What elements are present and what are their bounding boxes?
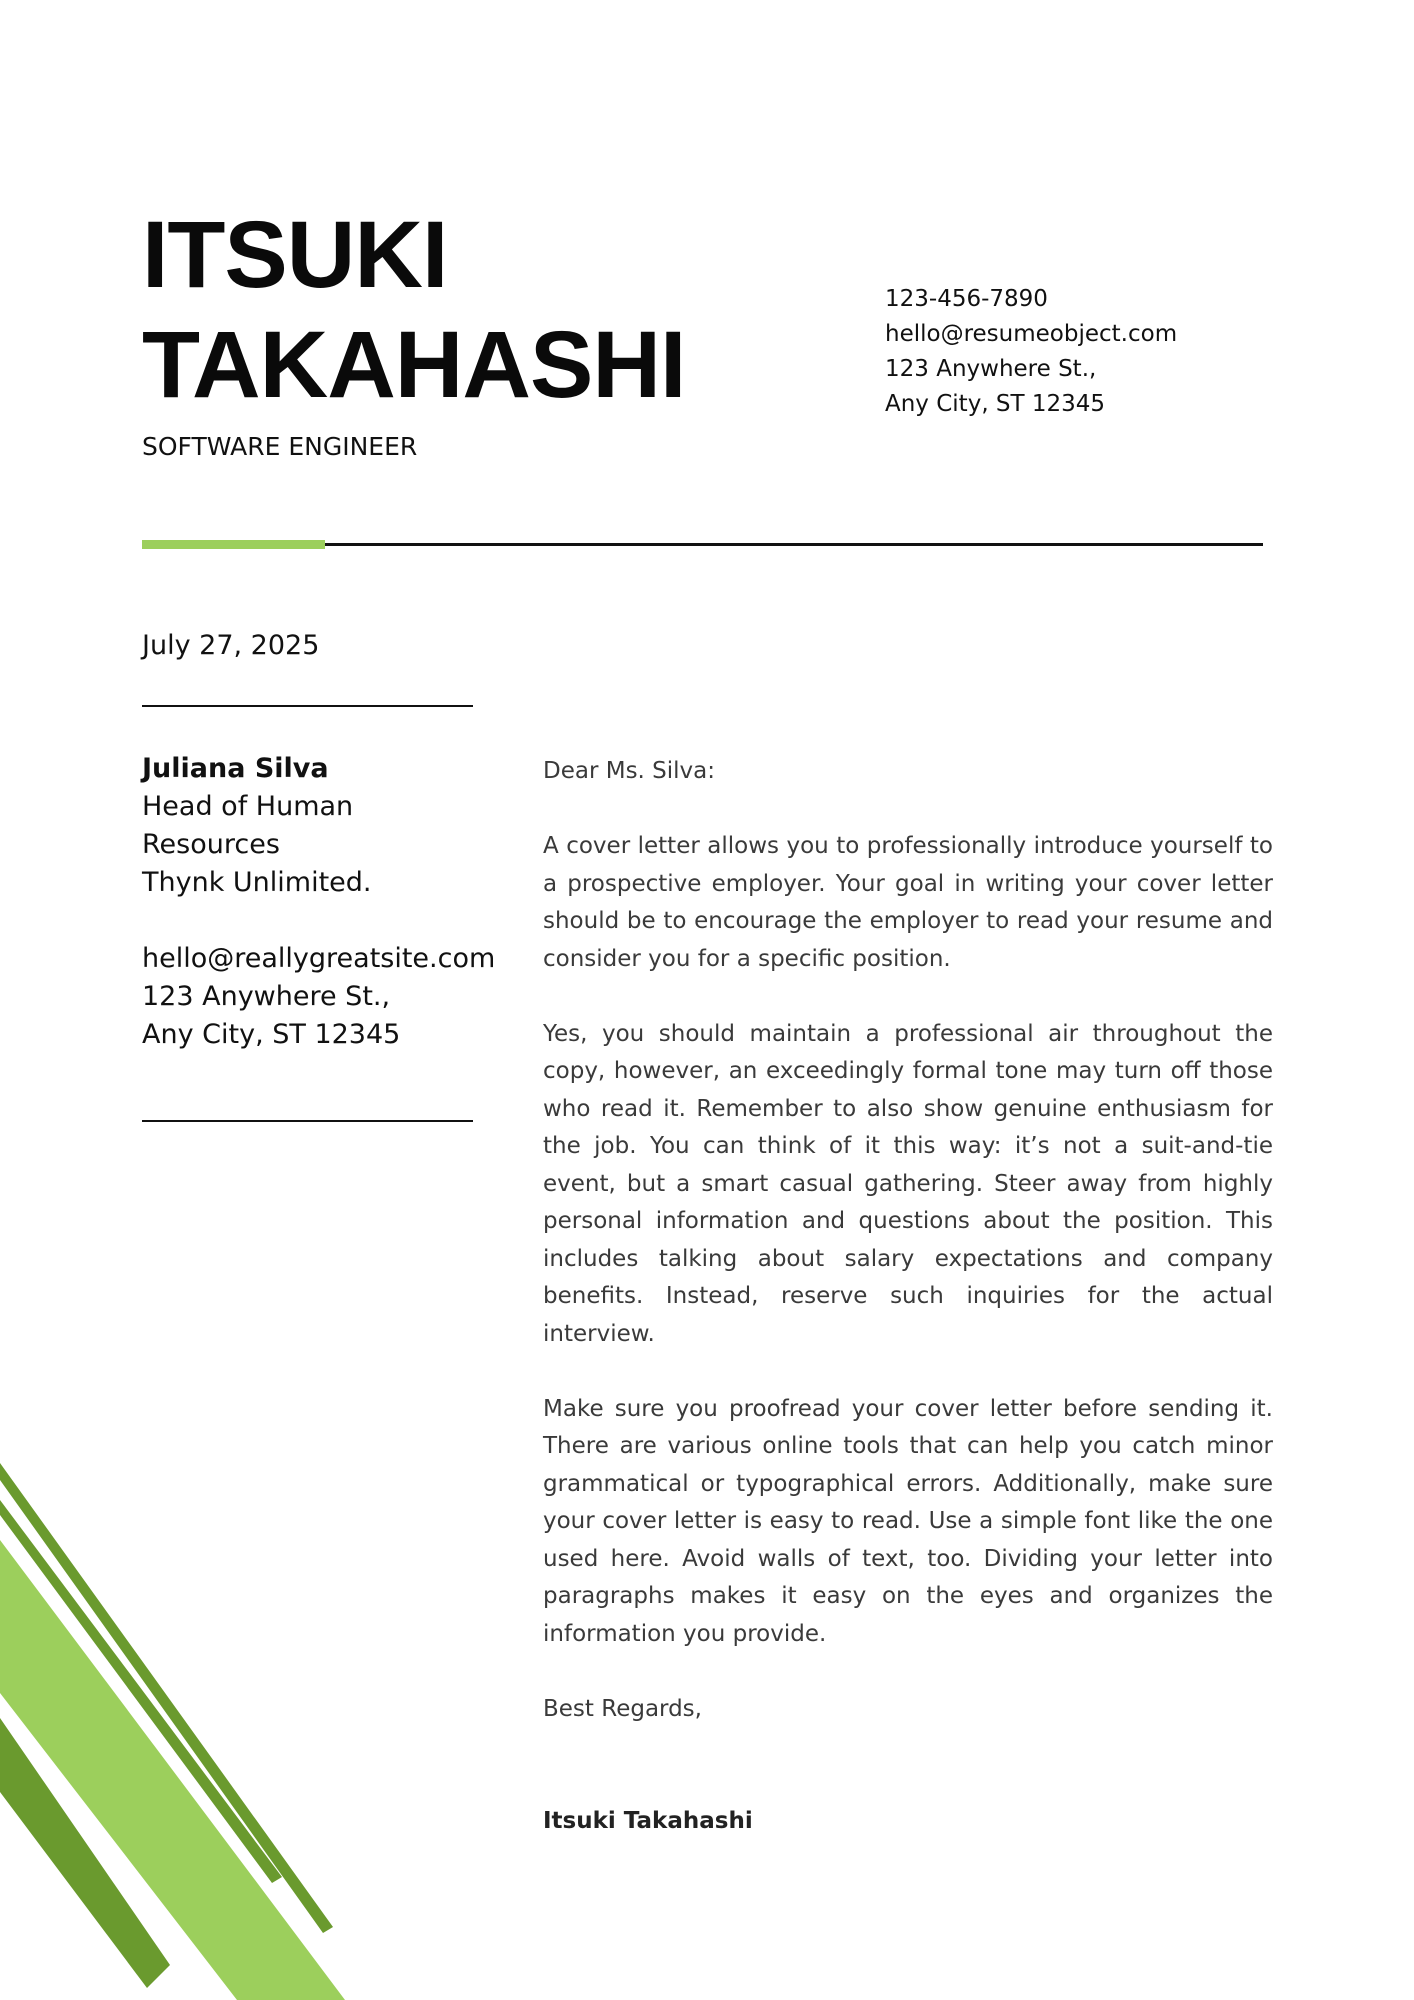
decorative-stripes (0, 1400, 400, 2000)
applicant-last-name: TAKAHASHI (142, 312, 686, 418)
recipient-spacer (142, 902, 482, 940)
recipient-title-line2: Resources (142, 829, 280, 860)
letter-salutation: Dear Ms. Silva: (543, 758, 716, 784)
letter-body (543, 753, 1273, 1841)
recipient-block (142, 750, 496, 1054)
contact-block (885, 282, 1177, 422)
recipient-address-line2: Any City, ST 12345 (142, 1019, 401, 1050)
letter-paragraph: A cover letter allows you to professionally introduce yourself to a prospective employer. Your goal in writing your cover letter should be to encourage the employer to read your resume and consider you for a specific position. (543, 833, 1273, 972)
recipient-email: hello@reallygreatsite.com (142, 943, 496, 974)
letter-closing: Best Regards, (543, 1695, 702, 1722)
contact-phone: 123-456-7890 (885, 286, 1048, 312)
header-divider-rule (325, 543, 1263, 546)
contact-address-line2: Any City, ST 12345 (885, 391, 1106, 417)
recipient-bottom-divider (142, 1120, 473, 1122)
contact-email: hello@resumeobject.com (885, 321, 1178, 347)
recipient-address-line1: 123 Anywhere St., (142, 981, 391, 1012)
letter-signature: Itsuki Takahashi (543, 1808, 753, 1834)
recipient-top-divider (142, 705, 473, 707)
letter-paragraph: Make sure you proofread your cover letter before sending it. There are various online tools that can help you catch minor grammatical or typographical errors. Additionally, make sure your cover letter is easy to read. Use a simple font like the one used here. Avoid walls of text, too. Dividing your letter into paragraphs makes it easy on the eyes and organizes the information you provide. (543, 1395, 1273, 1647)
letter-paragraph: Yes, you should maintain a professional air throughout the copy, however, an exceedingly formal tone may turn off those who read it. Remember to also show genuine enthusiasm for the job. You can think of it this way: it’s not a suit-and-tie event, but a smart casual gathering. Steer away from highly personal information and questions about the position. This includes talking about salary expectations and company benefits. Instead, reserve such inquiries for the actual interview. (543, 1020, 1273, 1347)
recipient-name: Juliana Silva (142, 753, 329, 784)
applicant-name (142, 200, 685, 420)
contact-address-line1: 123 Anywhere St., (885, 356, 1097, 382)
recipient-company: Thynk Unlimited. (142, 867, 372, 898)
letter-date: July 27, 2025 (142, 630, 320, 661)
applicant-first-name: ITSUKI (142, 202, 448, 308)
header-accent-rule (142, 540, 325, 549)
stripe-wide-light-green (0, 1540, 345, 2000)
recipient-title-line1: Head of Human (142, 791, 354, 822)
job-title: SOFTWARE ENGINEER (142, 432, 418, 461)
